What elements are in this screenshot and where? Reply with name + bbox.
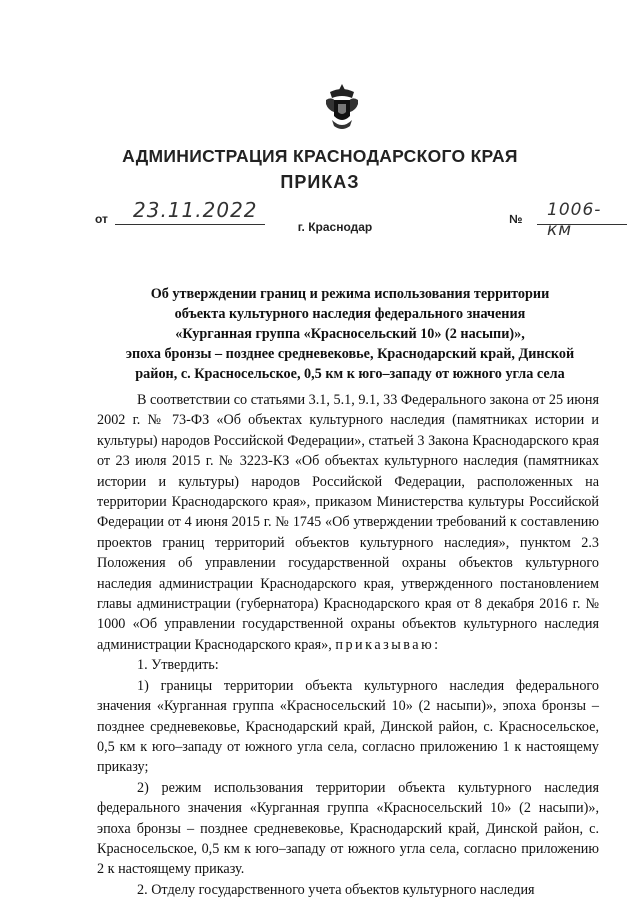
title-line: эпоха бронзы – позднее средневековье, Краснодарский край, Динской	[125, 346, 575, 362]
agency-name: АДМИНИСТРАЦИЯ КРАСНОДАРСКОГО КРАЯ	[122, 146, 518, 166]
item-2: 2. Отделу государственного учета объектов культурного наследия	[137, 881, 535, 898]
title-line: объекта культурного наследия федерального значения	[174, 306, 526, 322]
title-line: Об утверждении границ и режима использования территории	[150, 286, 550, 302]
item-1-1: 1) границы территории объекта культурного наследия федерального значения «Курганная группа «Красносельский 10» (2 насыпи)», эпоха бронзы – позднее средневековье, Краснодарский край, Динской район, с. Красносельское, 0,5 км к юго–западу от южного угла села, согласно приложению 1 к настоящему приказу;	[97, 677, 599, 776]
title-line: район, с. Красносельское, 0,5 км к юго–западу от южного угла села	[135, 366, 565, 382]
document-type: ПРИКАЗ	[280, 172, 360, 192]
coat-of-arms-icon	[322, 82, 362, 132]
date-label: от	[95, 212, 108, 226]
number-value: 1006-км	[547, 200, 602, 240]
preamble-text: В соответствии со статьями 3.1, 5.1, 9.1, 33 Федерального закона от 25 июня 2002 г. № 73-ФЗ «Об объектах культурного наследия (памятниках истории и культуры) народов Российской Федерации», статьей 3 Закона Краснодарского края от 23 июля 2015 г. № 3223-КЗ «Об объектах культурного наследия (памятниках истории и культуры) народов Российской Федерации, расположенных на территории Краснодарского края», приказом Министерства культуры Российской Федерации от 4 июня 2015 г. № 1745 «Об утверждении требований к составлению проектов границ территорий объектов культурного наследия», пунктом 2.3 Положения об управлении государственной охраны объектов культурного наследия администрации Краснодарского края, утвержденного постановлением главы администрации (губернатора) Краснодарского края от 8 декабря 2016 г. № 1000 «Об управлении государственной охраны объектов культурного наследия администрации Краснодарского края»,	[97, 392, 599, 653]
document-body	[97, 390, 599, 900]
number-label: №	[509, 212, 523, 226]
city: г. Краснодар	[297, 220, 373, 234]
date-value: 23.11.2022	[133, 198, 258, 222]
order-word: приказываю:	[335, 636, 441, 653]
title-line: «Курганная группа «Красносельский 10» (2 насыпи)»,	[175, 326, 525, 342]
item-1: 1. Утвердить:	[137, 657, 219, 674]
preamble-paragraph	[97, 390, 599, 655]
item-1-2: 2) режим использования территории объекта культурного наследия федерального значения «Курганная группа «Красносельский 10» (2 насыпи)», эпоха бронзы – позднее средневековье, Краснодарский край, Динской район, с. Красносельское, 0,5 км к юго–западу от южного угла села, согласно приложению 2 к настоящему приказу.	[97, 779, 599, 878]
document-title	[108, 284, 592, 384]
